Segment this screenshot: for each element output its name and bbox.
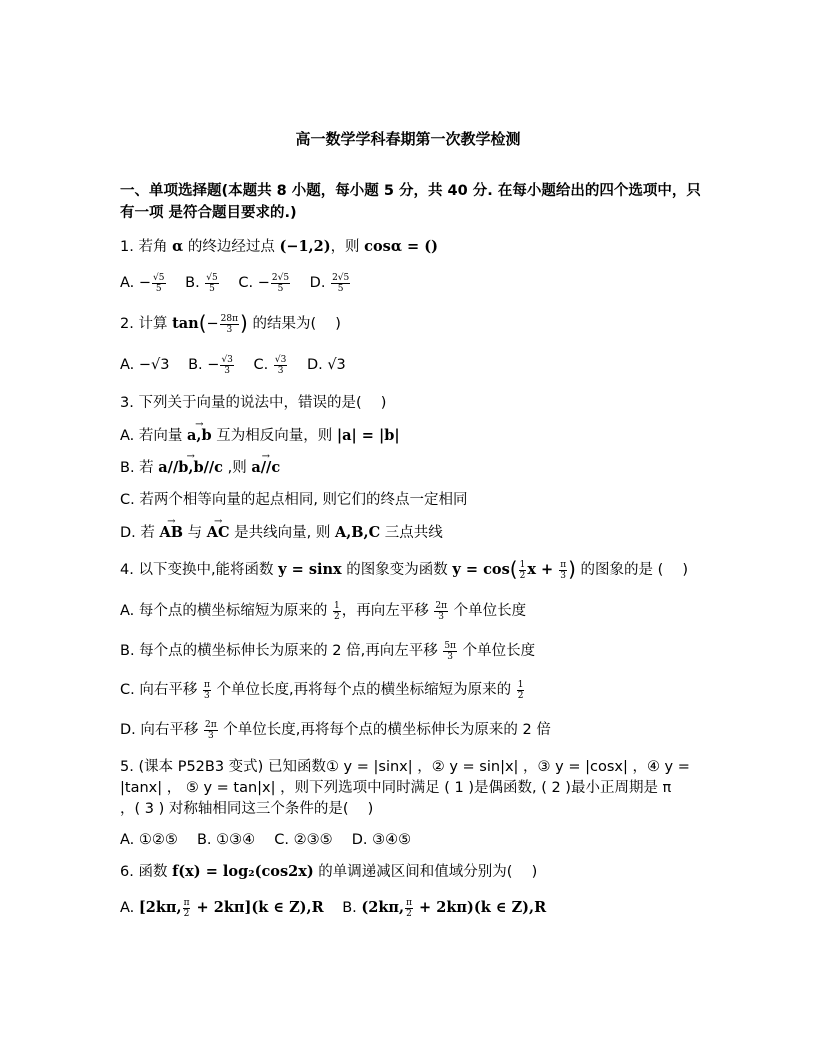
question-5-line-3: ，( 3 ) 对称轴相同这三个条件的是( ) xyxy=(120,801,374,817)
q2-option-a[interactable]: A. −√3 xyxy=(120,357,170,373)
q1-text-2: 的终边经过点 xyxy=(183,239,280,255)
section-heading: 一、单项选择题(本题共 8 小题，每小题 5 分，共 40 分. 在每小题给出的四个选项中，只有一项 是符合题目要求的.) xyxy=(120,183,701,221)
q1-option-d[interactable]: D. $\frac{2√5}{5}$ xyxy=(309,272,350,294)
question-6-stem: 6. 函数 f(x) = log₂(cos2x) 的单调递减区间和值域分别为( ) xyxy=(120,863,538,880)
q2-option-c[interactable]: C. $\frac{√3}{3}$ xyxy=(253,354,287,376)
q2-option-d[interactable]: D. √3 xyxy=(306,357,346,373)
q2-func: tan xyxy=(172,315,199,332)
q4-option-c[interactable]: C. 向右平移 $\frac{\pi}{3}$ 个单位长度,再将每个点的横坐标缩短为原来的 $\frac{1}{2}$ xyxy=(120,679,524,701)
q1-text-3: ，则 xyxy=(330,239,365,255)
question-4-stem: 4. 以下变换中,能将函数 y = sinx 的图象变为函数 y = cos( $\frac{1}{2}$ x + $\frac{\pi}{3}$ ) 的图象的是 ( ) xyxy=(120,557,689,581)
q1-expr: cosα = () xyxy=(364,238,438,255)
q6-option-b[interactable]: B. (2kπ, $\frac{\pi}{2}$ + 2kπ)(k ∈ Z),R xyxy=(342,897,547,919)
question-1-stem xyxy=(120,236,438,258)
q3-option-b[interactable]: B. 若 → a//b,b//c ,则 → a//c xyxy=(120,457,280,479)
question-3-stem: 3. 下列关于向量的说法中，错误的是( ) xyxy=(120,395,387,411)
q1-text: 1. 若角 xyxy=(120,239,173,255)
q1-option-a[interactable]: A. − $\frac{√5}{5}$ xyxy=(120,272,165,294)
question-5-line-1: 5. (课本 P52B3 变式) 已知函数① y = |sinx| ，② y = sin|x| ，③ y = |cosx| ，④ y = xyxy=(120,759,690,775)
q1-point: (−1,2) xyxy=(279,238,331,255)
q3-option-d[interactable]: D. 若 → AB 与 → AC 是共线向量, 则 A,B,C 三点共线 xyxy=(120,522,443,544)
q4-option-a[interactable]: A. 每个点的横坐标缩短为原来的 $\frac{1}{2}$ ，再向左平移 $\frac{2\pi}{3}$ 个单位长度 xyxy=(120,600,527,622)
page-title: 高一数学学科春期第一次教学检测 xyxy=(295,130,521,148)
q6-option-a[interactable]: A. [2kπ, $\frac{\pi}{2}$ + 2kπ](k ∈ Z),R xyxy=(120,897,324,919)
q4-option-b[interactable]: B. 每个点的横坐标伸长为原来的 2 倍,再向左平移 $\frac{5\pi}{3}$ 个单位长度 xyxy=(120,640,536,662)
q2-option-b[interactable]: B. − $\frac{√3}{3}$ xyxy=(188,354,233,376)
q3-option-c[interactable]: C. 若两个相等向量的起点相同, 则它们的终点一定相同 xyxy=(120,492,468,508)
q1-option-c[interactable]: C. − $\frac{2√5}{5}$ xyxy=(238,272,290,294)
q4-option-d[interactable]: D. 向右平移 $\frac{2\pi}{3}$ 个单位长度,再将每个点的横坐标伸长为原来的 2 倍 xyxy=(120,719,551,741)
q1-alpha: α xyxy=(172,238,184,255)
question-2-stem: 2. 计算 tan(− $\frac{28\pi}{3}$ ) 的结果为( ) xyxy=(120,311,341,335)
question-5-options[interactable]: A. ①②⑤ B. ①③④ C. ②③⑤ D. ③④⑤ xyxy=(120,832,412,848)
question-1-options xyxy=(120,272,365,294)
q3-option-a[interactable]: A. 若向量 → a,b 互为相反向量，则 |a| = |b| xyxy=(120,425,400,447)
question-5-line-2: |tanx| ， ⑤ y = tan|x| ，则下列选项中同时满足 ( 1 )是偶函数, ( 2 )最小正周期是 π xyxy=(120,780,672,796)
q1-option-b[interactable]: B. $\frac{√5}{5}$ xyxy=(185,272,218,294)
question-2-options xyxy=(120,354,360,376)
question-6-options xyxy=(120,897,560,919)
